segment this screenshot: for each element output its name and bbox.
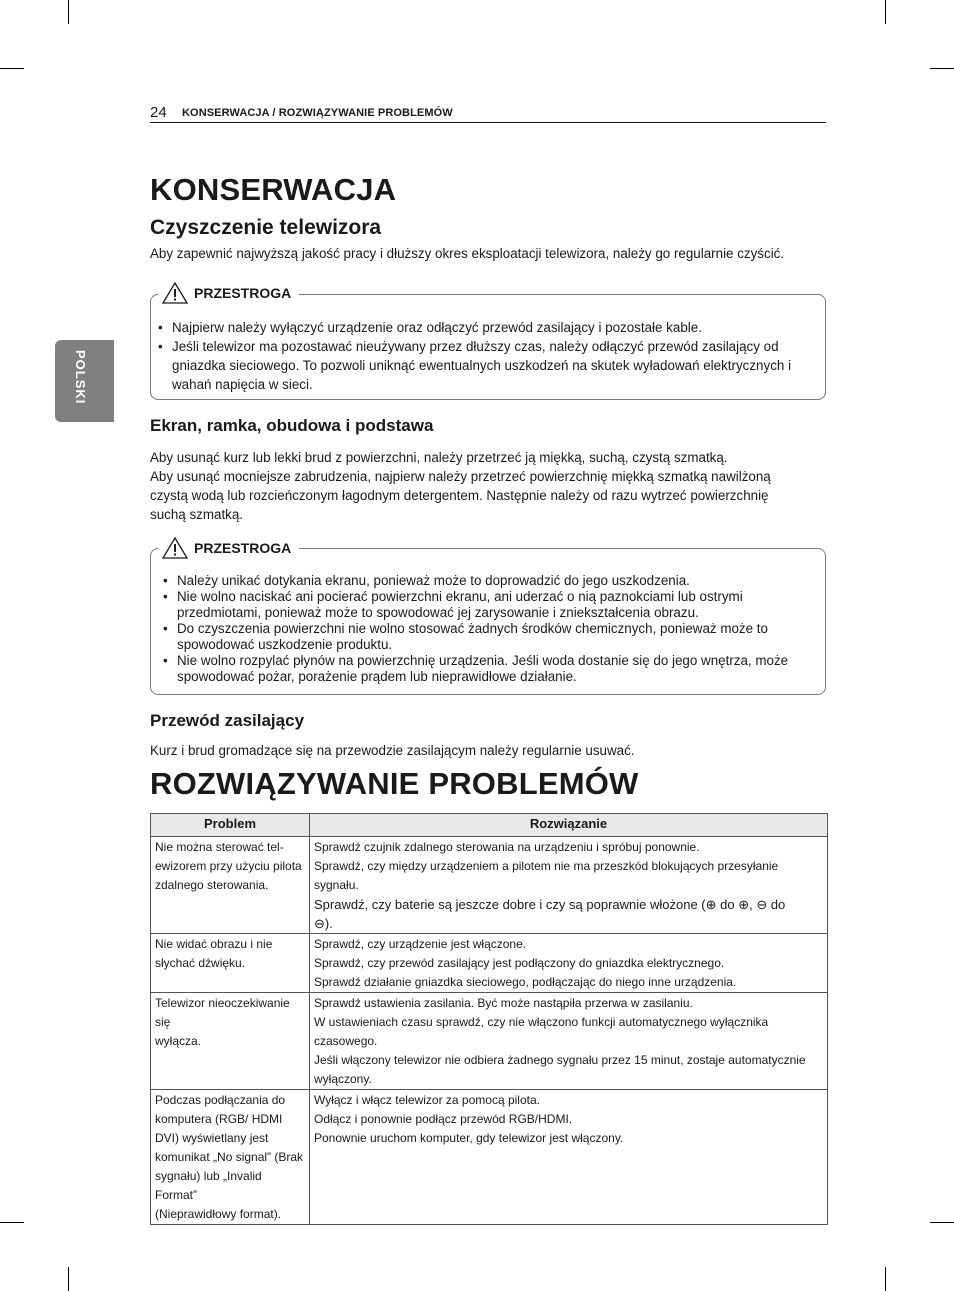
text-line: Aby usunąć kurz lub lekki brud z powierzchni, należy przetrzeć ją miękką, suchą, czystą szmatką.	[150, 450, 728, 465]
cell-line: Sprawdź, czy przewód zasilający jest podłączony do gniazdka elektrycznego.	[314, 956, 725, 970]
cell-line: słychać dźwięku.	[155, 956, 246, 970]
troubleshooting-table	[150, 813, 828, 1225]
list-item: • Należy unikać dotykania ekranu, ponieważ może to doprowadzić do jego uszkodzenia.	[163, 573, 813, 589]
crop-mark	[0, 1222, 24, 1223]
cleaning-intro: Aby zapewnić najwyższą jakość pracy i dłuższy okres eksploatacji telewizora, należy go regularnie czyścić.	[150, 246, 785, 261]
cell-line: Podczas podłączania do	[155, 1093, 286, 1107]
crop-mark	[0, 68, 24, 69]
caution-label: PRZESTROGA	[194, 285, 292, 301]
table-row	[151, 1090, 828, 1225]
power-cord-text: Kurz i brud gromadzące się na przewodzie zasilającym należy regularnie usuwać.	[150, 743, 635, 758]
list-item: • Najpierw należy wyłączyć urządzenie oraz odłączyć przewód zasilający i pozostałe kable.	[158, 318, 814, 337]
cell-line: Sprawdź, czy baterie są jeszcze dobre i czy są poprawnie włożone (⊕ do ⊕, ⊖ do	[314, 897, 786, 912]
column-header-problem: Problem	[151, 814, 310, 837]
screen-cleaning-text	[150, 448, 830, 524]
crop-mark	[930, 1222, 954, 1223]
subsection-title-cleaning: Czyszczenie telewizora	[150, 216, 382, 239]
problem-cell	[151, 934, 310, 993]
cell-line: Sprawdź ustawienia zasilania. Być może nastąpiła przerwa w zasilaniu.	[314, 996, 693, 1010]
warning-icon	[162, 282, 188, 304]
caution-heading	[158, 282, 299, 304]
problem-cell	[151, 837, 310, 934]
cell-line: Sprawdź, czy między urządzeniem a pilotem nie ma przeszkód blokujących przesyłanie sygnału.	[314, 859, 779, 892]
cell-line: (Nieprawidłowy format).	[155, 1207, 282, 1221]
running-header-title: KONSERWACJA / ROZWIĄZYWANIE PROBLEMÓW	[182, 107, 453, 119]
table-row	[151, 837, 828, 934]
text-line: Aby usunąć mocniejsze zabrudzenia, najpierw należy przetrzeć powierzchnię miękką szmatką nawilżoną	[150, 469, 771, 484]
cell-line: ⊖).	[314, 916, 333, 931]
caution-heading	[158, 537, 299, 559]
list-item: • Do czyszczenia powierzchni nie wolno stosować żadnych środków chemicznych, ponieważ może to spowodować uszkodzenie produktu.	[163, 621, 813, 653]
cell-line: wyłącza.	[155, 1034, 202, 1048]
cell-line: ewizorem przy użyciu pilota	[155, 859, 302, 873]
cell-line: Sprawdź czujnik zdalnego sterowania na urządzeniu i spróbuj ponownie.	[314, 840, 700, 854]
caution-list	[158, 318, 814, 394]
crop-mark	[930, 68, 954, 69]
table-header-row	[151, 814, 828, 837]
cell-line: Odłącz i ponownie podłącz przewód RGB/HDMI.	[314, 1112, 573, 1126]
page-number: 24	[150, 104, 167, 121]
column-header-solution: Rozwiązanie	[310, 814, 828, 837]
list-item: • Jeśli telewizor ma pozostawać nieużywany przez dłuższy czas, należy odłączyć przewód zasilający od gniazdka sieciowego. To pozwoli uniknąć ewentualnych uszkodzeń na skutek wyładowań elektrycznych i wahań napięcia w sieci.	[158, 337, 814, 394]
section-title-maintenance: KONSERWACJA	[150, 172, 397, 207]
cell-line: DVI) wyświetlany jest	[155, 1131, 269, 1145]
cell-line: komunikat „No signal” (Brak	[155, 1150, 304, 1164]
cell-line: W ustawieniach czasu sprawdź, czy nie włączono funkcji automatycznego wyłącznika czasowego.	[314, 1015, 769, 1048]
cell-line: Ponownie uruchom komputer, gdy telewizor jest włączony.	[314, 1131, 624, 1145]
text-line: suchą szmatką.	[150, 507, 244, 522]
list-item: • Nie wolno naciskać ani pocierać powierzchni ekranu, ani uderzać o nią paznokciami lub ostrymi przedmiotami, ponieważ może to spowodować jej zarysowanie i zniekształcenia obrazu.	[163, 589, 813, 621]
solution-cell	[310, 993, 828, 1090]
subsection-title-screen: Ekran, ramka, obudowa i podstawa	[150, 416, 434, 435]
cell-line: Wyłącz i włącz telewizor za pomocą pilota.	[314, 1093, 540, 1107]
crop-mark	[68, 1267, 69, 1291]
cell-line: Telewizor nieoczekiwanie się	[155, 996, 290, 1029]
language-tab	[55, 340, 114, 422]
problem-cell	[151, 993, 310, 1090]
list-item: • Nie wolno rozpylać płynów na powierzchnię urządzenia. Jeśli woda dostanie się do jego wnętrza, może spowodować pożar, porażenie prądem lub nieprawidłowe działanie.	[163, 653, 813, 685]
section-title-troubleshooting: ROZWIĄZYWANIE PROBLEMÓW	[150, 766, 639, 801]
cell-line: Sprawdź, czy urządzenie jest włączone.	[314, 937, 527, 951]
cell-line: Jeśli włączony telewizor nie odbiera żadnego sygnału przez 15 minut, zostaje automatycznie	[314, 1053, 806, 1067]
solution-cell	[310, 837, 828, 934]
subsection-title-power-cord: Przewód zasilający	[150, 711, 305, 730]
table-row	[151, 934, 828, 993]
crop-mark	[68, 0, 69, 24]
cell-line: Nie widać obrazu i nie	[155, 937, 273, 951]
text-line: czystą wodą lub rozcieńczonym łagodnym detergentem. Następnie należy od razu wytrzeć powierzchnię	[150, 488, 769, 503]
cell-line: wyłączony.	[314, 1072, 372, 1086]
cell-line: Nie można sterować tel-	[155, 840, 284, 854]
warning-icon	[162, 537, 188, 559]
cell-line: Sprawdź działanie gniazdka sieciowego, podłączając do niego inne urządzenia.	[314, 975, 737, 989]
caution-list	[163, 573, 813, 685]
caution-label: PRZESTROGA	[194, 540, 292, 556]
cell-line: komputera (RGB/ HDMI	[155, 1112, 283, 1126]
crop-mark	[885, 0, 886, 24]
crop-mark	[885, 1267, 886, 1291]
problem-cell	[151, 1090, 310, 1225]
cell-line: zdalnego sterowania.	[155, 878, 269, 892]
language-tab-label: POLSKI	[73, 350, 88, 405]
cell-line: sygnału) lub „Invalid Format”	[155, 1169, 262, 1202]
solution-cell	[310, 1090, 828, 1225]
solution-cell	[310, 934, 828, 993]
table-row	[151, 993, 828, 1090]
page-header	[150, 104, 826, 123]
